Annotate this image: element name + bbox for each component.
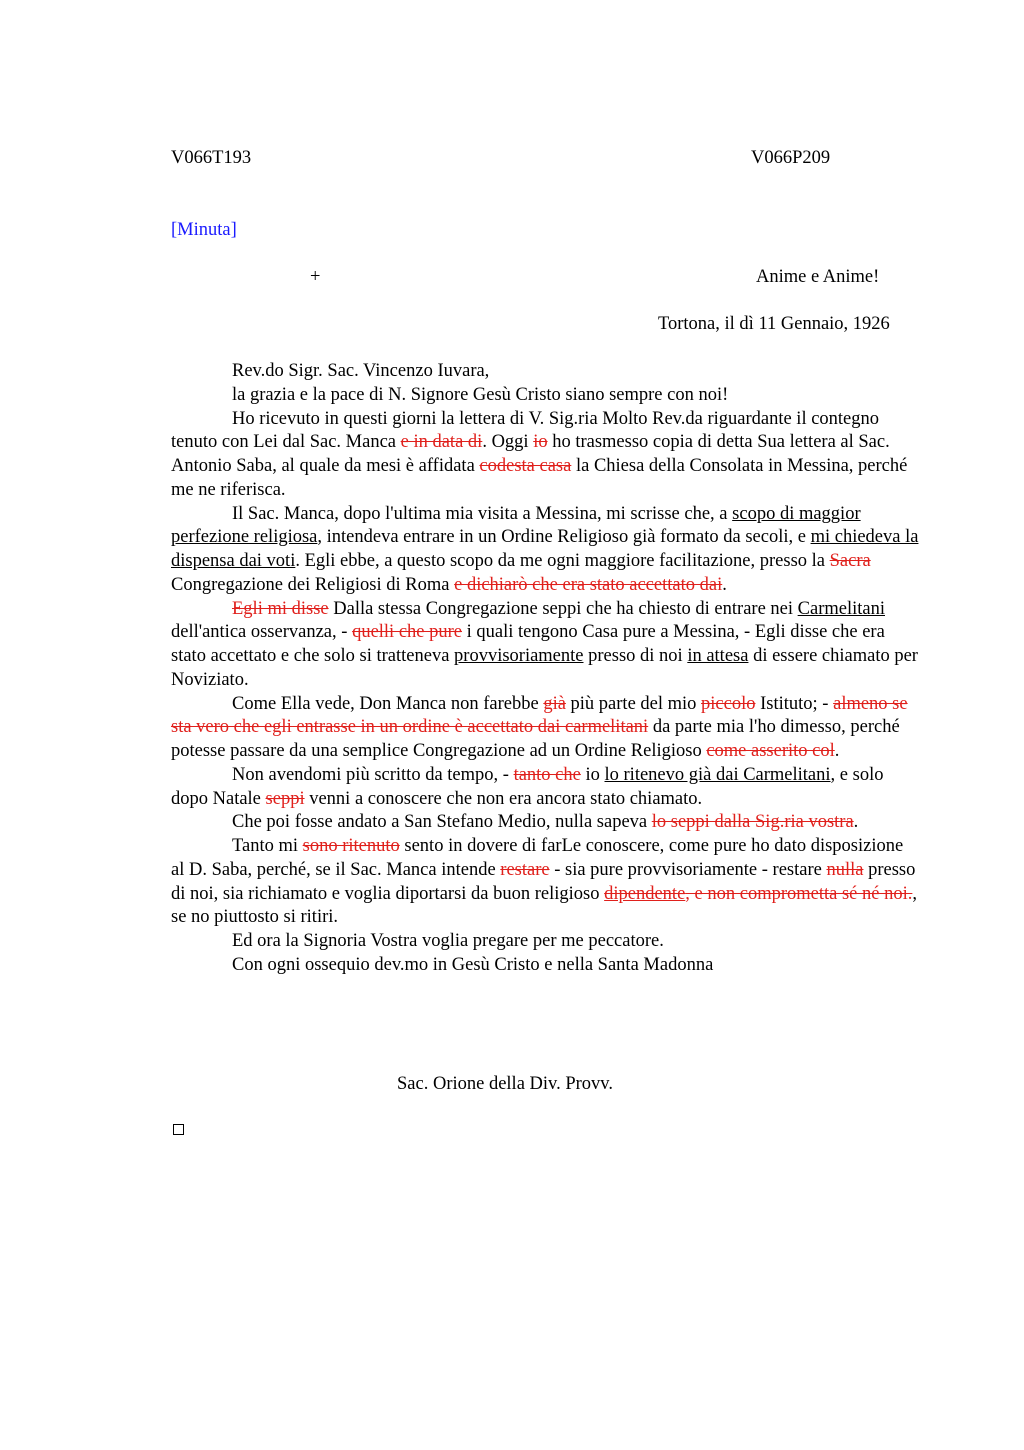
deleted-text: io xyxy=(533,432,548,453)
paragraph xyxy=(171,693,921,764)
text-run: la Chiesa della Consolata in Messina, perché me ne riferisca. xyxy=(171,456,908,500)
text-run: ho trasmesso copia di detta Sua lettera al Sac. Antonio Saba, al quale da mesi è affidata xyxy=(171,432,890,476)
deleted-text: Egli mi disse xyxy=(232,598,329,619)
text-run: Non avendomi più scritto da tempo, - xyxy=(232,764,514,785)
paragraph xyxy=(171,930,921,954)
deleted-text: almeno se sta vero che egli entrasse in un ordine è accettato dai carmelitani xyxy=(171,693,908,738)
text-run: , e solo dopo Natale xyxy=(171,764,884,809)
text-run: più parte del mio xyxy=(565,693,702,714)
text-run: Dalla stessa Congregazione seppi che ha chiesto di entrare nei xyxy=(328,598,798,619)
document-code-right: V066P209 xyxy=(751,148,831,168)
place-date: Tortona, il dì 11 Gennaio, 1926 xyxy=(658,314,890,334)
paragraph xyxy=(171,408,921,503)
text-run: la grazia e la pace di N. Signore Gesù Cristo siano sempre con noi! xyxy=(232,384,729,405)
text-run: Ed ora la Signoria Vostra voglia pregare per me peccatore. xyxy=(232,931,664,951)
deleted-text: e dichiarò che era stato accettato dai xyxy=(454,574,723,595)
text-run: dell'antica osservanza, - xyxy=(171,622,353,643)
text-run: i quali tengono Casa pure a Messina, - Egli disse che era stato accettato e che solo si tratteneva xyxy=(171,622,885,666)
draft-note: [Minuta] xyxy=(171,220,237,240)
greeting xyxy=(171,384,921,408)
deleted-text: piccolo xyxy=(701,693,756,714)
text-run: presso di noi xyxy=(583,646,688,666)
text-run: , se no piuttosto si ritiri. xyxy=(171,883,917,928)
text-run: . xyxy=(834,741,840,761)
deleted-text: restare xyxy=(500,859,550,880)
deleted-text: , e non comprometta sé né noi. xyxy=(685,883,913,904)
document-code-left: V066T193 xyxy=(171,148,252,168)
text-run: . Oggi xyxy=(482,432,534,453)
text-run: . xyxy=(722,574,727,595)
text-run: . xyxy=(853,812,859,833)
text-run: - sia pure provvisoriamente - restare xyxy=(549,859,827,880)
deleted-text: dipendente xyxy=(604,883,686,904)
underlined-text: mi chiedeva la dispensa dai voti xyxy=(171,527,919,571)
paragraph xyxy=(171,598,921,693)
deleted-text: Sacra xyxy=(829,551,871,571)
underlined-text: provvisoriamente xyxy=(454,646,584,666)
text-run: presso di noi, sia richiamato e voglia diportarsi da buon religioso xyxy=(171,859,916,904)
text-run: Istituto; - xyxy=(755,693,834,714)
text-run: di essere chiamato per Noviziato. xyxy=(171,646,918,690)
letter-body xyxy=(171,360,921,978)
signature: Sac. Orione della Div. Provv. xyxy=(397,1074,613,1094)
text-run: , intendeva entrare in un Ordine Religioso già formato da secoli, e xyxy=(317,527,811,548)
paragraph xyxy=(171,835,921,930)
paragraph xyxy=(171,764,921,812)
text-run: Tanto mi xyxy=(232,836,303,856)
salutation xyxy=(171,360,921,384)
underlined-text: scopo di maggior perfezione religiosa xyxy=(171,503,861,548)
deleted-text: come asserito col xyxy=(706,741,835,761)
paragraph xyxy=(171,503,921,598)
motto: Anime e Anime! xyxy=(756,267,880,287)
deleted-text: tanto che xyxy=(513,764,581,785)
deleted-text: e in data di xyxy=(400,432,483,453)
text-run: Ho ricevuto in questi giorni la lettera di V. Sig.ria Molto Rev.da riguardante il contegno tenuto con Lei dal Sac. Manca xyxy=(171,408,880,453)
underlined-text: Carmelitani xyxy=(797,598,885,619)
text-run: Il Sac. Manca, dopo l'ultima mia visita a Messina, mi scrisse che, a xyxy=(232,503,733,524)
checkbox-square xyxy=(173,1124,184,1135)
text-run: Congregazione dei Religiosi di Roma xyxy=(171,574,455,595)
text-run: Rev.do Sigr. Sac. Vincenzo Iuvara, xyxy=(232,361,490,381)
underlined-text: lo ritenevo già dai Carmelitani xyxy=(604,764,831,785)
text-run: io xyxy=(580,764,605,785)
text-run: Con ogni ossequio dev.mo in Gesù Cristo e nella Santa Madonna xyxy=(232,954,714,975)
deleted-text: codesta casa xyxy=(479,456,572,476)
text-run: venni a conoscere che non era ancora stato chiamato. xyxy=(304,788,703,809)
deleted-text: nulla xyxy=(826,859,864,880)
text-run: Come Ella vede, Don Manca non farebbe xyxy=(232,693,544,714)
closing xyxy=(171,954,921,978)
deleted-text: già xyxy=(543,693,566,714)
deleted-text: seppi xyxy=(265,788,305,809)
underlined-text: in attesa xyxy=(687,646,749,666)
cross-symbol: + xyxy=(310,267,321,287)
paragraph xyxy=(171,811,921,835)
deleted-text: lo seppi dalla Sig.ria vostra xyxy=(651,812,854,833)
text-run: sento in dovere di farLe conoscere, come pure ho dato disposizione al D. Saba, perché, se il Sac. Manca intende xyxy=(171,836,904,880)
deleted-text: quelli che pure xyxy=(352,622,462,643)
deleted-text: sono ritenuto xyxy=(302,836,400,856)
text-run: Che poi fosse andato a San Stefano Medio, nulla sapeva xyxy=(232,812,652,833)
text-run: da parte mia l'ho dimesso, perché potesse passare da una semplice Congregazione ad un Ordine Religioso xyxy=(171,717,900,761)
text-run: . Egli ebbe, a questo scopo da me ogni maggiore facilitazione, presso la xyxy=(295,551,830,571)
